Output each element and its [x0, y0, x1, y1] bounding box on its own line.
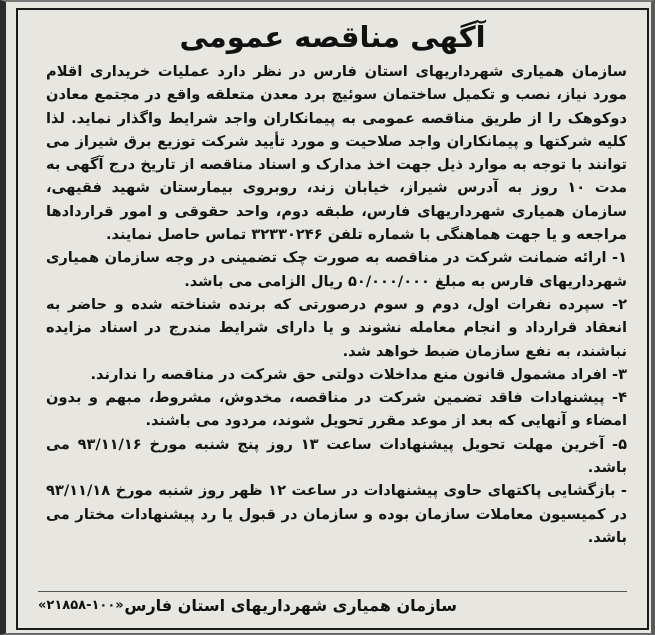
notice-signature: سازمان همیاری شهرداریهای استان فارس: [124, 596, 457, 615]
notice-body: [46, 60, 627, 549]
clause-guarantee: ۱- ارائه ضمانت شرکت در مناقصه به صورت چک تضمینی در وجه سازمان همیاری شهرداریهای فارس به مبلغ ۵۰/۰۰۰/۰۰۰ ریال الزامی می باشد.: [46, 249, 627, 290]
notice-title: آگهی مناقصه عمومی: [179, 20, 486, 54]
notice-footer: [38, 591, 627, 616]
clause-deadline: ۵- آخرین مهلت تحویل پیشنهادات ساعت ۱۳ روز پنج شنبه مورخ ۹۳/۱۱/۱۶ می باشد.: [46, 435, 627, 477]
clause-rejection: ۴- پیشنهادات فاقد تضمین شرکت در مناقصه، مخدوش، مشروط، مبهم و بدون امضاء و آنهایی که بعد از موعد مقرر تحویل شوند، مردود می باشند.: [46, 389, 627, 430]
clause-deposit: ۲- سپرده نفرات اول، دوم و سوم درصورتی که برنده شناخته شده و حاضر به انعقاد قرارداد و انجام معامله نشوند و یا دارای شرایط مندرج در اسناد مزایده نباشند، به نفع سازمان ضبط خواهد شد.: [46, 295, 627, 360]
notice-frame: [16, 8, 649, 630]
notice-code: «۲۱۸۵۸-۱۰۰»: [38, 598, 124, 613]
clause-opening: - بازگشایی پاکتهای حاوی پیشنهادات در ساعت ۱۲ ظهر روز شنبه مورخ ۹۳/۱۱/۱۸ در کمیسیون معاملات سازمان بوده و سازمان در قبول یا رد پیشنهادات مختار می باشد.: [46, 482, 627, 546]
notice-intro: سازمان همیاری شهرداریهای استان فارس در نظر دارد عملیات خریداری اقلام مورد نیاز، نصب و تکمیل ساختمان سوئیچ برد معدن متعلقه واقع در مجتمع معادن دوکوهک را از طریق مناقصه عمومی به پیمانکاران واجد شرایط واگذار نماید. لذا کلیه شرکتها و پیمانکاران واجد صلاحیت و مورد تأیید شرکت توزیع برق شیراز می توانند با توجه به موارد ذیل جهت اخذ مدارک و اسناد مناقصه از تاریخ درج آگهی به مدت ۱۰ روز به آدرس شیراز، خیابان زند، روبروی بیمارستان شهید فقیهی، سازمان همیاری شهرداریهای فارس، طبقه دوم، واحد حقوقی و امور قراردادها مراجعه و یا جهت هماهنگی با شماره تلفن ۳۲۳۳۰۲۴۶ تماس حاصل نمایند.: [46, 63, 627, 244]
clause-prohibition: ۳- افراد مشمول قانون منع مداخلات دولتی حق شرکت در مناقصه را ندارند.: [90, 365, 627, 383]
